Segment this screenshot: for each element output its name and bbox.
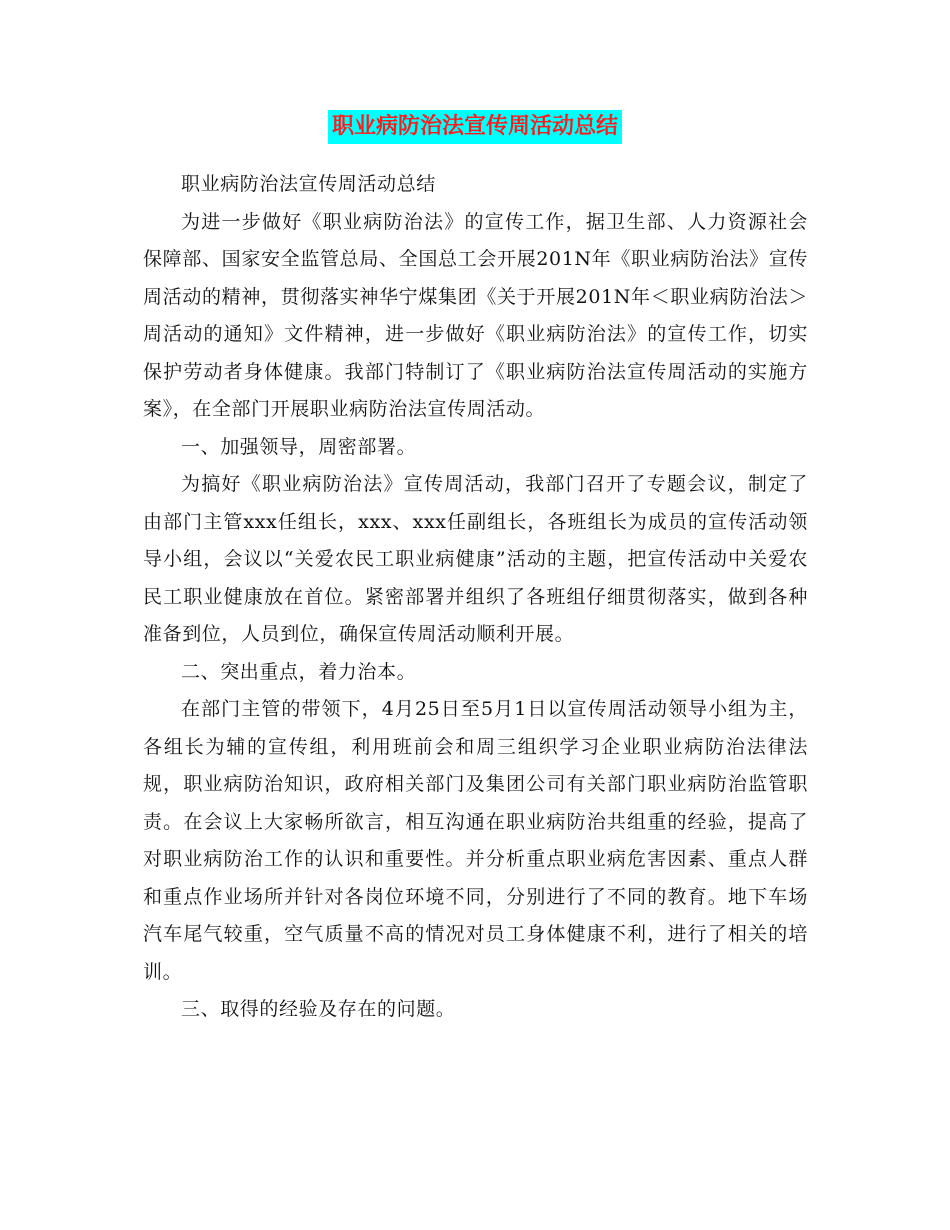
section-heading-3: 三、取得的经验及存在的问题。: [181, 998, 456, 1020]
title-container: [0, 110, 950, 144]
paragraph-heading-repeat: 职业病防治法宣传周活动总结: [181, 173, 436, 195]
document-title: 职业病防治法宣传周活动总结: [328, 110, 622, 144]
document-body: [143, 166, 808, 1029]
paragraph-section-1: 为搞好《职业病防治法》宣传周活动，我部门召开了专题会议，制定了由部门主管xxx任组长，xxx、xxx任副组长，各班组长为成员的宣传活动领导小组，会议以“关爱农民工职业病健康”活动的主题，把宣传活动中关爱农民工职业健康放在首位。紧密部署并组织了各班组仔细贯彻落实，做到各种准备到位，人员到位，确保宣传周活动顺利开展。: [143, 473, 808, 645]
paragraph-intro: 为进一步做好《职业病防治法》的宣传工作，据卫生部、人力资源社会保障部、国家安全监管总局、全国总工会开展201N年《职业病防治法》宣传周活动的精神，贯彻落实神华宁煤集团《关于开展201N年＜职业病防治法＞周活动的通知》文件精神，进一步做好《职业病防治法》的宣传工作，切实保护劳动者身体健康。我部门特制订了《职业病防治法宣传周活动的实施方案》，在全部门开展职业病防治法宣传周活动。: [143, 210, 808, 420]
section-heading-2: 二、突出重点，着力治本。: [181, 660, 417, 683]
paragraph-section-2: 在部门主管的带领下，4月25日至5月1日以宣传周活动领导小组为主，各组长为辅的宣传组，利用班前会和周三组织学习企业职业病防治法律法规，职业病防治知识，政府相关部门及集团公司有关部门职业病防治监管职责。在会议上大家畅所欲言，相互沟通在职业病防治共组重的经验，提高了对职业病防治工作的认识和重要性。并分析重点职业病危害因素、重点人群和重点作业场所并针对各岗位环境不同，分别进行了不同的教育。地下车场汽车尾气较重，空气质量不高的情况对员工身体健康不利，进行了相关的培训。: [143, 698, 808, 983]
section-heading-1: 一、加强领导，周密部署。: [181, 435, 417, 458]
